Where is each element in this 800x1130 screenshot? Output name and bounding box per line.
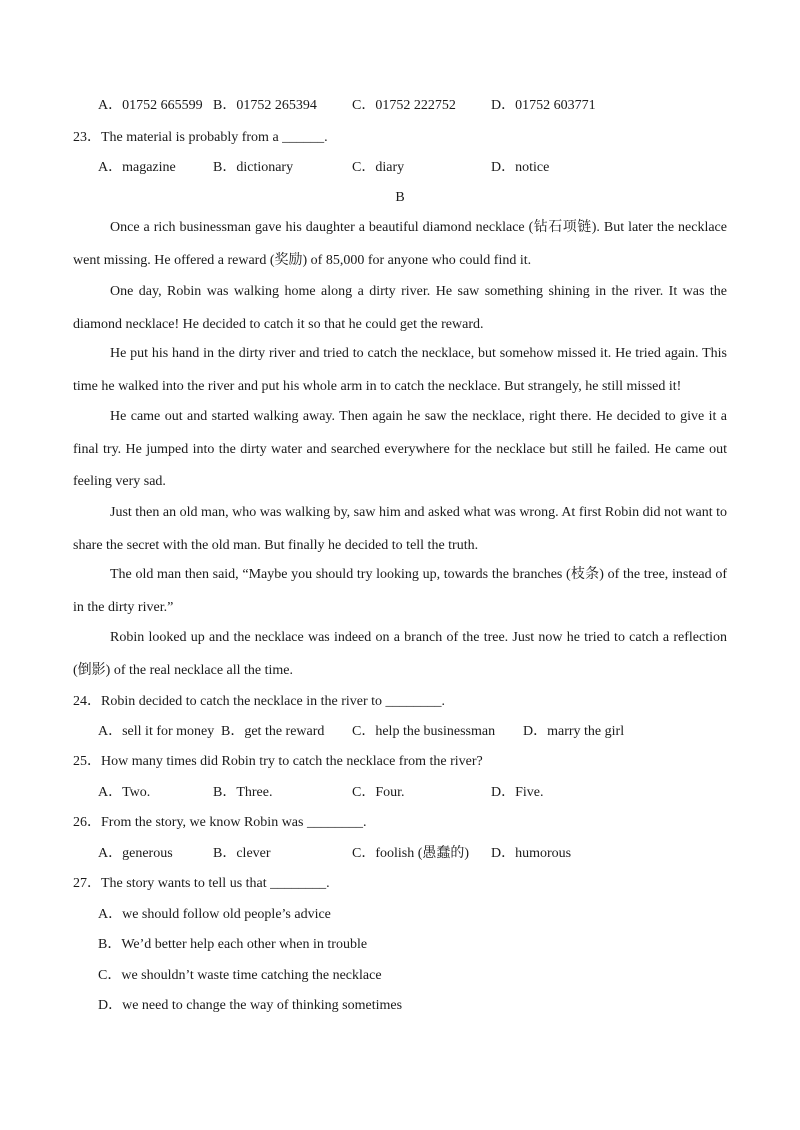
q26-option-c: C．foolish (愚蠢的) <box>352 846 470 861</box>
q27-stem: 27．The story wants to tell us that ________. <box>73 876 330 891</box>
passage-paragraph-1: Once a rich businessman gave his daughter a beautiful diamond necklace (钻石项链). But later the necklace went missing. He offered a reward (奖励) of 85,000 for anyone who could find it. <box>73 220 727 268</box>
q24-option-c: C．help the businessman <box>352 724 496 739</box>
q22-option-d: D．01752 603771 <box>491 98 596 113</box>
q25-stem: 25．How many times did Robin try to catch the necklace from the river? <box>73 754 483 769</box>
q24-option-a: A．sell it for money <box>98 724 215 739</box>
passage-paragraph-3: He put his hand in the dirty river and tried to catch the necklace, but somehow missed it. He tried again. This time he walked into the river and put his whole arm in to catch the necklace. But strangely, he still missed it! <box>73 346 727 394</box>
q25-option-b: B．Three. <box>213 785 273 800</box>
q24-option-d: D．marry the girl <box>523 724 625 739</box>
q23-option-a: A．magazine <box>98 160 176 175</box>
q23-option-b: B．dictionary <box>213 160 294 175</box>
q26-option-a: A．generous <box>98 846 173 861</box>
q22-option-c: C．01752 222752 <box>352 98 456 113</box>
q25-option-d: D．Five. <box>491 785 544 800</box>
section-b-heading: B <box>395 190 405 205</box>
q27-option-d: D．we need to change the way of thinking sometimes <box>98 998 403 1013</box>
q24-stem: 24．Robin decided to catch the necklace in the river to ________. <box>73 694 446 709</box>
passage-paragraph-4: He came out and started walking away. Then again he saw the necklace, right there. He decided to give it a final try. He jumped into the dirty water and searched everywhere for the necklace but still he failed. He came out feeling very sad. <box>73 409 727 489</box>
q26-option-d: D．humorous <box>491 846 572 861</box>
q25-option-a: A．Two. <box>98 785 151 800</box>
q23-option-d: D．notice <box>491 160 550 175</box>
q24-option-b: B．get the reward <box>221 724 325 739</box>
q22-option-b: B．01752 265394 <box>213 98 317 113</box>
passage-paragraph-5: Just then an old man, who was walking by, saw him and asked what was wrong. At first Robin did not want to share the secret with the old man. But finally he decided to tell the truth. <box>73 505 727 553</box>
q25-option-c: C．Four. <box>352 785 405 800</box>
q26-stem: 26．From the story, we know Robin was ________. <box>73 815 367 830</box>
q26-option-b: B．clever <box>213 846 271 861</box>
passage-paragraph-2: One day, Robin was walking home along a dirty river. He saw something shining in the river. It was the diamond necklace! He decided to catch it so that he could get the reward. <box>73 284 727 332</box>
passage-paragraph-7: Robin looked up and the necklace was indeed on a branch of the tree. Just now he tried to catch a reflection (倒影) of the real necklace all the time. <box>73 630 727 678</box>
q27-option-b: B．We’d better help each other when in trouble <box>98 937 368 952</box>
q27-option-c: C．we shouldn’t waste time catching the necklace <box>98 968 382 983</box>
q23-option-c: C．diary <box>352 160 405 175</box>
q22-option-a: A．01752 665599 <box>98 98 203 113</box>
q23-stem: 23．The material is probably from a ______. <box>73 130 328 145</box>
passage-paragraph-6: The old man then said, “Maybe you should try looking up, towards the branches (枝条) of the tree, instead of in the dirty river.” <box>73 567 727 615</box>
q27-option-a: A．we should follow old people’s advice <box>98 907 331 922</box>
